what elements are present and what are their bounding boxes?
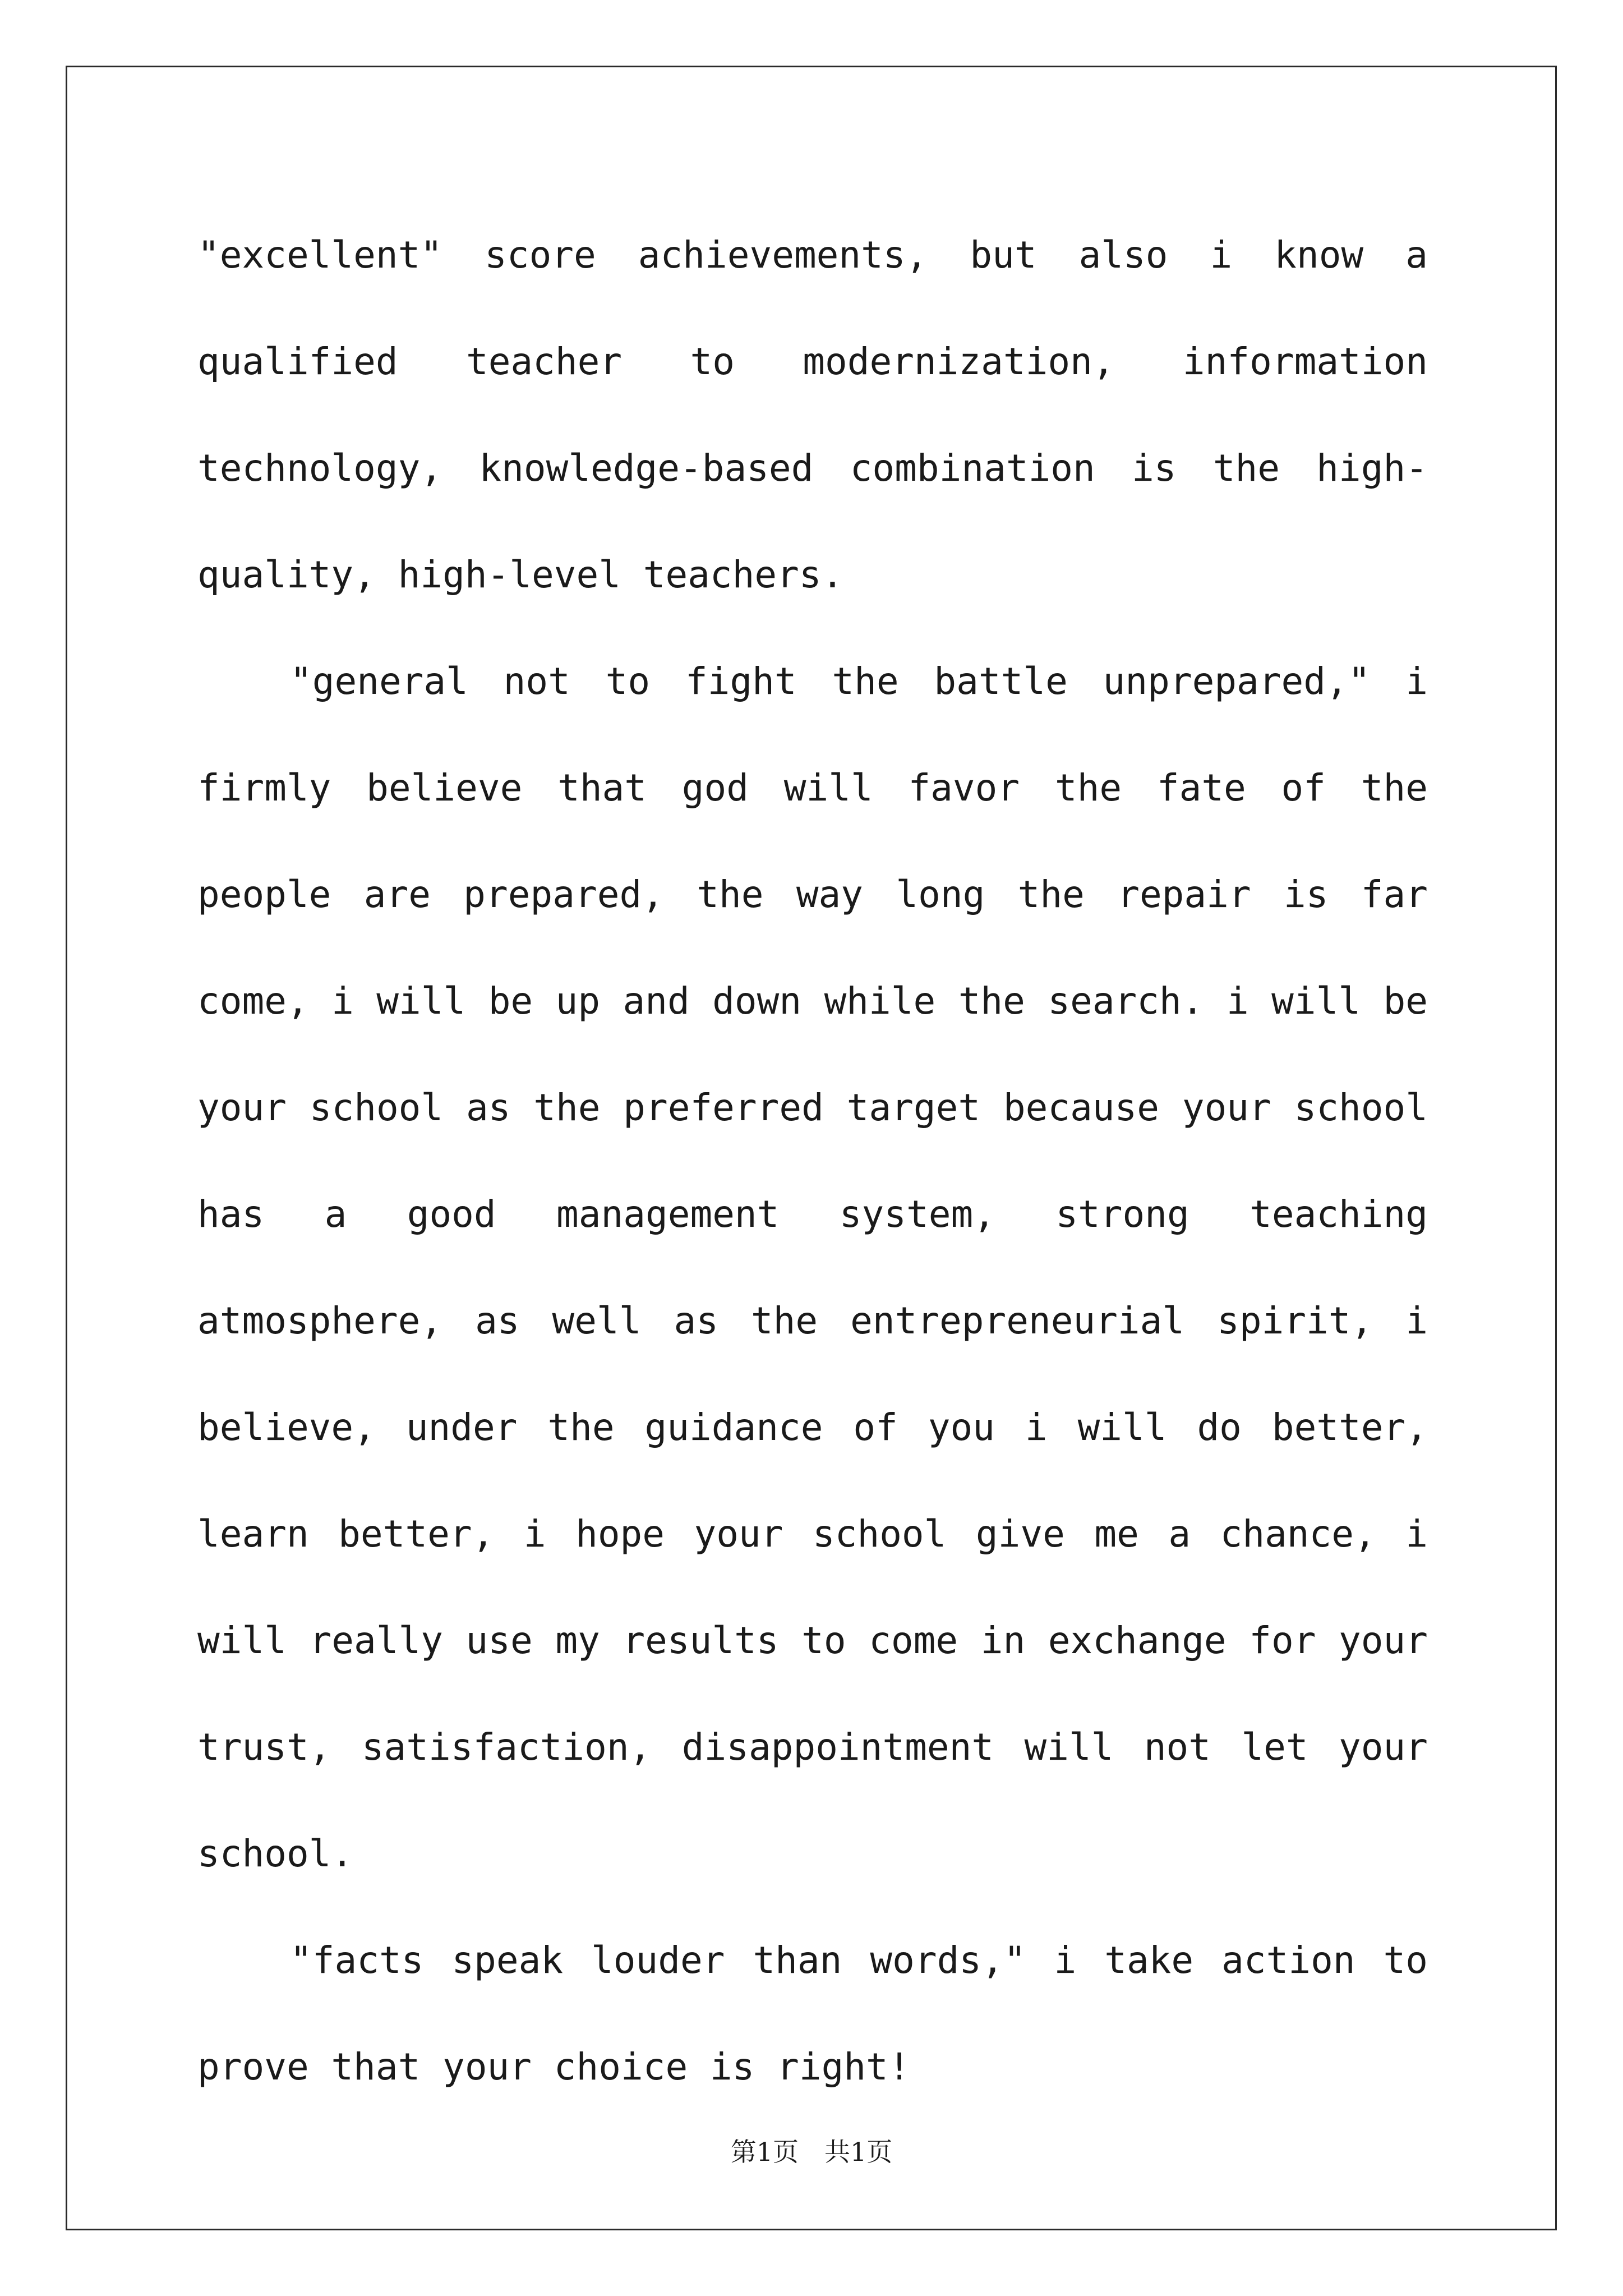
paragraph: "excellent" score achievements, but also i know a qualified teacher to modernization, information technology, knowledge-based combination is the high-quality, high-level teachers.	[197, 233, 1428, 596]
paragraph: "general not to fight the battle unprepared," i firmly believe that god will favor the fate of the people are prepared, the way long the repair is far come, i will be up and down while the search. i will be your school as the preferred target because your school has a good management system, strong teaching atmosphere, as well as the entrepreneurial spirit, i believe, under the guidance of you i will do better, learn better, i hope your school give me a chance, i will really use my results to come in exchange for your trust, satisfaction, disappointment will not let your school.	[197, 660, 1428, 1875]
document-body	[197, 202, 1428, 2120]
paragraph: "facts speak louder than words," i take action to prove that your choice is right!	[197, 1939, 1428, 2088]
page-number-footer: 第1页 共1页	[730, 2137, 893, 2167]
